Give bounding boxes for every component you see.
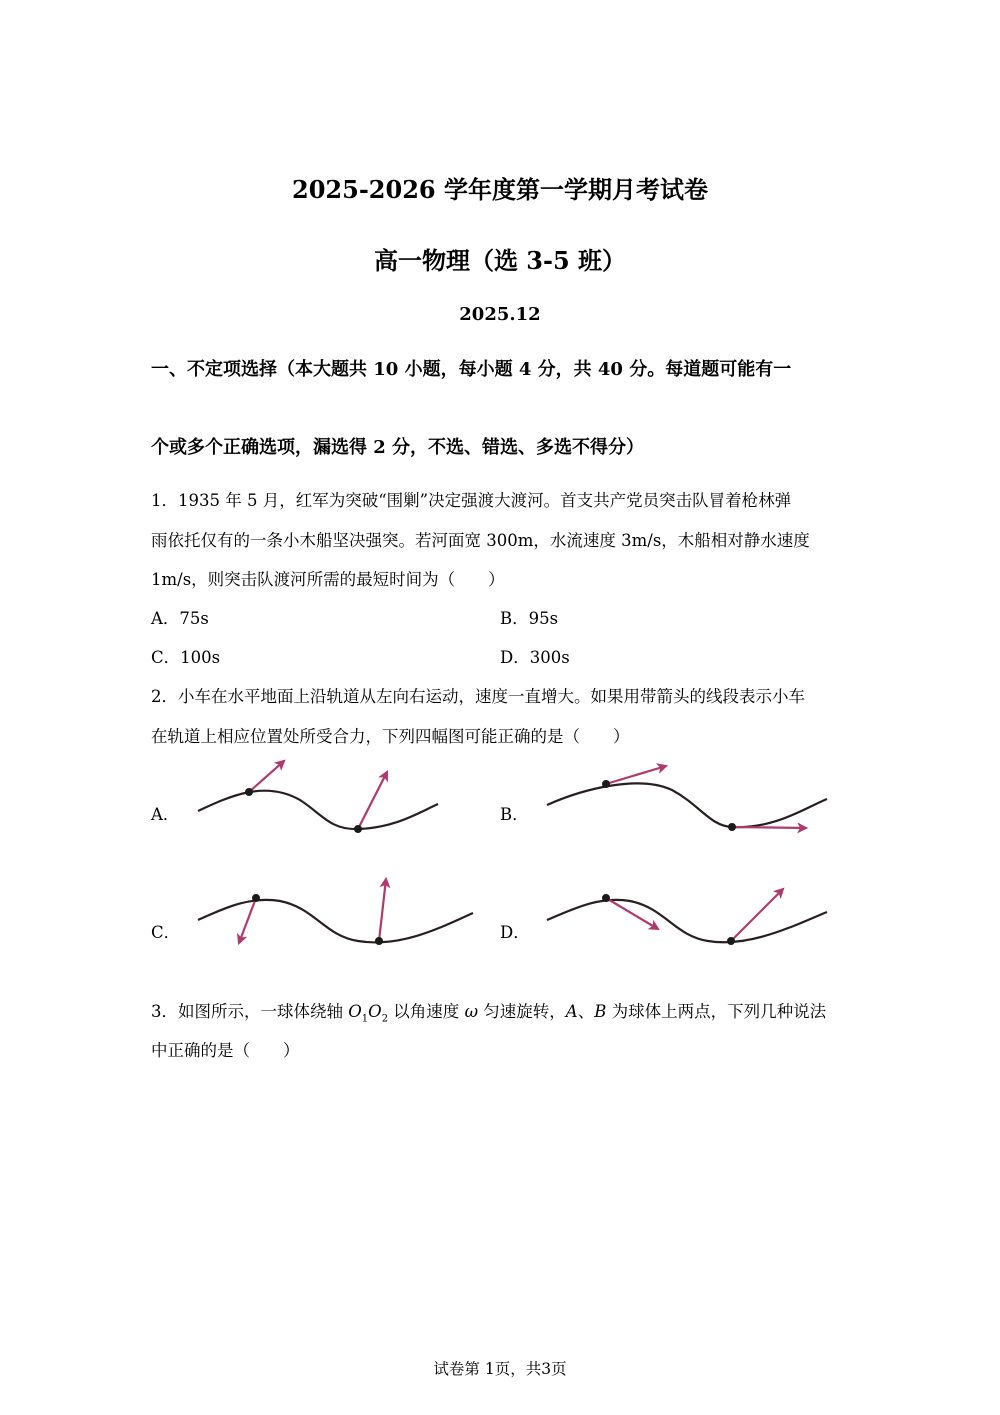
- q1-option-b: B．95s: [500, 609, 559, 628]
- car-point-b2: [728, 823, 736, 831]
- q3-axis-sub1: 1: [361, 1013, 369, 1025]
- q2-label-c: C．: [151, 923, 181, 942]
- q2-label-d: D．: [500, 923, 530, 942]
- force-arrow-c1: [239, 898, 256, 943]
- section-heading-line1: 一、不定项选择（本大题共 10 小题，每小题 4 分，共 40 分。每道题可能有一: [151, 359, 792, 380]
- car-point-d2: [727, 937, 735, 945]
- q1-option-a: A．75s: [151, 609, 209, 628]
- q3-text-part4: 、: [577, 1002, 595, 1021]
- car-point-c2: [375, 937, 383, 945]
- q2-figure-a: [198, 761, 438, 833]
- q1-stem-line1: 1．1935 年 5 月，红军为突破“围剿”决定强渡大渡河。首支共产党员突击队冒着枪林弹: [151, 491, 792, 510]
- car-point-c1: [252, 894, 260, 902]
- force-arrow-b2: [732, 827, 806, 828]
- track-d: [547, 900, 827, 942]
- q3-axis-sub2: 2: [381, 1013, 389, 1025]
- force-arrow-b1: [606, 766, 666, 784]
- q1-option-c: C．100s: [151, 648, 221, 667]
- q3-text-part2: 以角速度: [388, 1002, 465, 1021]
- q2-label-a: A．: [151, 805, 180, 824]
- q2-stem-line1: 2．小车在水平地面上沿轨道从左向右运动，速度一直增大。如果用带箭头的线段表示小车: [151, 687, 805, 706]
- car-point-a1: [245, 788, 253, 796]
- force-arrow-d1: [606, 898, 658, 929]
- force-arrow-a2: [358, 772, 387, 829]
- car-point-b1: [602, 780, 610, 788]
- force-arrow-c2: [379, 879, 386, 941]
- q2-figure-c: [198, 879, 473, 945]
- exam-title: 2025-2026 学年度第一学期月考试卷: [292, 175, 708, 204]
- track-b: [547, 783, 827, 827]
- q1-stem-line3: 1m/s，则突击队渡河所需的最短时间为（ ）: [151, 570, 505, 589]
- car-point-a2: [354, 825, 362, 833]
- q1-option-d: D．300s: [500, 648, 570, 667]
- q2-stem-line2: 在轨道上相应位置处所受合力，下列四幅图可能正确的是（ ）: [151, 727, 630, 746]
- q3-stem-line1: [151, 998, 826, 1024]
- q1-stem-line2: 雨依托仅有的一条小木船坚决强突。若河面宽 300m，水流速度 3m/s，木船相对静水速度: [151, 531, 810, 550]
- car-point-d1: [602, 894, 610, 902]
- q3-point-a: A: [565, 1002, 578, 1021]
- q3-axis-o2: O: [368, 1002, 382, 1021]
- q3-text-part1: 3．如图所示，一球体绕轴: [151, 1002, 349, 1021]
- q2-figure-d: [547, 889, 827, 945]
- track-c: [198, 900, 473, 943]
- exam-date: 2025.12: [459, 304, 541, 325]
- q3-stem-line2: 中正确的是（ ）: [151, 1041, 300, 1060]
- page-footer: 试卷第 1页，共3页: [433, 1360, 567, 1378]
- q3-axis-o1: O: [348, 1002, 362, 1021]
- exam-subtitle: 高一物理（选 3-5 班）: [373, 246, 627, 275]
- force-arrow-a1: [249, 761, 284, 792]
- section-heading-line2: 个或多个正确选项，漏选得 2 分，不选、错选、多选不得分）: [151, 437, 645, 458]
- q2-label-b: B．: [500, 805, 529, 824]
- track-a: [198, 791, 438, 829]
- q3-point-b: B: [594, 1002, 607, 1021]
- q3-text-part5: 为球体上两点，下列几种说法: [606, 1002, 827, 1021]
- q3-text-part3: 匀速旋转，: [478, 1002, 566, 1021]
- q2-figure-b: [547, 766, 827, 831]
- q3-omega: ω: [464, 1002, 479, 1021]
